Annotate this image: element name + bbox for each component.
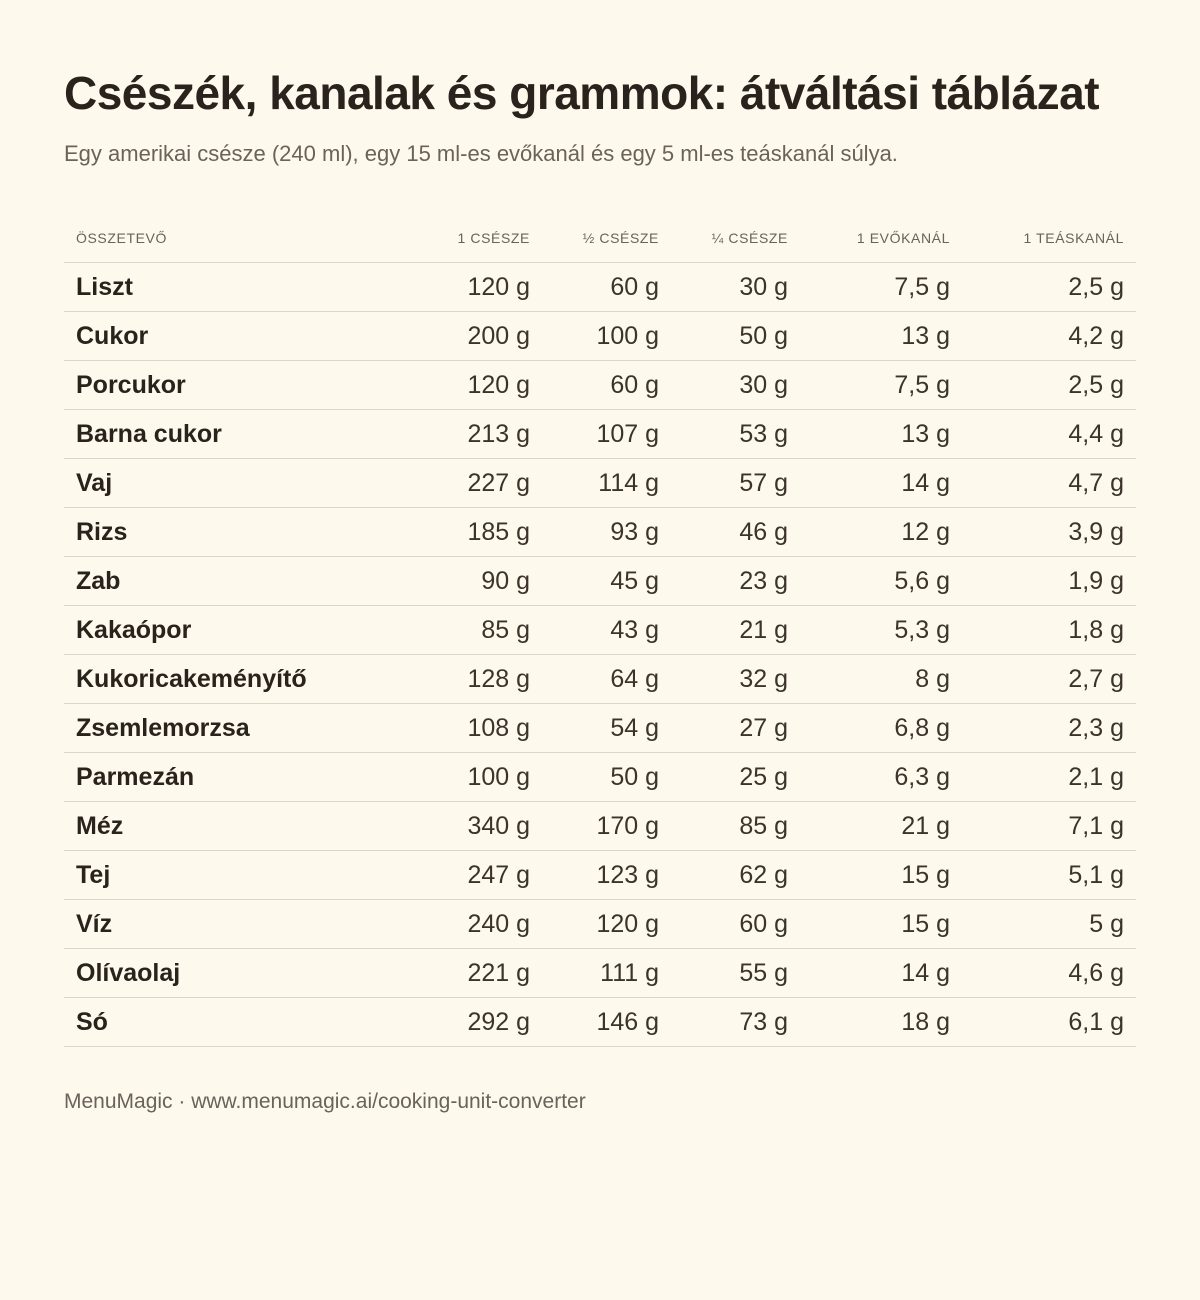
cell-half-cup: 93 g xyxy=(542,508,671,557)
cell-tablespoon: 13 g xyxy=(800,410,962,459)
cell-tablespoon: 5,6 g xyxy=(800,557,962,606)
cell-half-cup: 114 g xyxy=(542,459,671,508)
cell-cup: 340 g xyxy=(428,802,542,851)
table-row xyxy=(64,508,1136,557)
cell-half-cup: 60 g xyxy=(542,361,671,410)
cell-half-cup: 64 g xyxy=(542,655,671,704)
cell-tablespoon: 5,3 g xyxy=(800,606,962,655)
cell-ingredient: Tej xyxy=(64,851,428,900)
cell-half-cup: 43 g xyxy=(542,606,671,655)
cell-ingredient: Rizs xyxy=(64,508,428,557)
cell-half-cup: 45 g xyxy=(542,557,671,606)
cell-teaspoon: 4,6 g xyxy=(962,949,1136,998)
column-header-ingredient: ÖSSZETEVŐ xyxy=(64,213,428,263)
cell-ingredient: Kakaópor xyxy=(64,606,428,655)
cell-ingredient: Porcukor xyxy=(64,361,428,410)
cell-ingredient: Só xyxy=(64,998,428,1047)
cell-tablespoon: 14 g xyxy=(800,949,962,998)
cell-cup: 185 g xyxy=(428,508,542,557)
cell-quarter-cup: 32 g xyxy=(671,655,800,704)
cell-half-cup: 100 g xyxy=(542,312,671,361)
cell-ingredient: Olívaolaj xyxy=(64,949,428,998)
cell-quarter-cup: 57 g xyxy=(671,459,800,508)
cell-quarter-cup: 46 g xyxy=(671,508,800,557)
column-header-1-cup: 1 CSÉSZE xyxy=(428,213,542,263)
cell-half-cup: 146 g xyxy=(542,998,671,1047)
cell-cup: 120 g xyxy=(428,263,542,312)
table-row xyxy=(64,851,1136,900)
cell-teaspoon: 2,1 g xyxy=(962,753,1136,802)
cell-ingredient: Vaj xyxy=(64,459,428,508)
cell-ingredient: Liszt xyxy=(64,263,428,312)
cell-teaspoon: 1,9 g xyxy=(962,557,1136,606)
cell-teaspoon: 2,5 g xyxy=(962,263,1136,312)
cell-teaspoon: 5 g xyxy=(962,900,1136,949)
cell-half-cup: 120 g xyxy=(542,900,671,949)
table-row xyxy=(64,312,1136,361)
cell-cup: 240 g xyxy=(428,900,542,949)
cell-teaspoon: 6,1 g xyxy=(962,998,1136,1047)
cell-half-cup: 60 g xyxy=(542,263,671,312)
cell-cup: 247 g xyxy=(428,851,542,900)
cell-teaspoon: 2,7 g xyxy=(962,655,1136,704)
cell-tablespoon: 15 g xyxy=(800,900,962,949)
cell-teaspoon: 2,3 g xyxy=(962,704,1136,753)
cell-half-cup: 54 g xyxy=(542,704,671,753)
table-row xyxy=(64,459,1136,508)
cell-tablespoon: 8 g xyxy=(800,655,962,704)
cell-quarter-cup: 27 g xyxy=(671,704,800,753)
cell-cup: 120 g xyxy=(428,361,542,410)
cell-teaspoon: 7,1 g xyxy=(962,802,1136,851)
column-header-quarter-cup: ¼ CSÉSZE xyxy=(671,213,800,263)
cell-ingredient: Méz xyxy=(64,802,428,851)
cell-cup: 227 g xyxy=(428,459,542,508)
table-row xyxy=(64,802,1136,851)
cell-teaspoon: 4,4 g xyxy=(962,410,1136,459)
cell-tablespoon: 18 g xyxy=(800,998,962,1047)
cell-cup: 221 g xyxy=(428,949,542,998)
cell-tablespoon: 21 g xyxy=(800,802,962,851)
cell-ingredient: Víz xyxy=(64,900,428,949)
cell-quarter-cup: 23 g xyxy=(671,557,800,606)
cell-ingredient: Zab xyxy=(64,557,428,606)
cell-teaspoon: 4,2 g xyxy=(962,312,1136,361)
cell-ingredient: Cukor xyxy=(64,312,428,361)
page-subtitle: Egy amerikai csésze (240 ml), egy 15 ml-es evőkanál és egy 5 ml-es teáskanál súlya. xyxy=(64,141,898,166)
cell-cup: 108 g xyxy=(428,704,542,753)
cell-tablespoon: 6,3 g xyxy=(800,753,962,802)
cell-cup: 100 g xyxy=(428,753,542,802)
cell-quarter-cup: 30 g xyxy=(671,263,800,312)
cell-half-cup: 111 g xyxy=(542,949,671,998)
table-row xyxy=(64,606,1136,655)
table-row xyxy=(64,900,1136,949)
cell-quarter-cup: 60 g xyxy=(671,900,800,949)
header-row xyxy=(64,213,1136,263)
cell-quarter-cup: 55 g xyxy=(671,949,800,998)
cell-quarter-cup: 21 g xyxy=(671,606,800,655)
table-row xyxy=(64,704,1136,753)
conversion-table xyxy=(64,213,1136,1047)
table-row xyxy=(64,410,1136,459)
table-body xyxy=(64,263,1136,1047)
cell-half-cup: 170 g xyxy=(542,802,671,851)
table-header xyxy=(64,213,1136,263)
column-header-teaspoon: 1 TEÁSKANÁL xyxy=(962,213,1136,263)
cell-teaspoon: 1,8 g xyxy=(962,606,1136,655)
cell-half-cup: 123 g xyxy=(542,851,671,900)
cell-tablespoon: 6,8 g xyxy=(800,704,962,753)
cell-tablespoon: 14 g xyxy=(800,459,962,508)
cell-quarter-cup: 25 g xyxy=(671,753,800,802)
page xyxy=(64,64,1136,1117)
table-row xyxy=(64,949,1136,998)
cell-ingredient: Barna cukor xyxy=(64,410,428,459)
table-row xyxy=(64,557,1136,606)
cell-teaspoon: 4,7 g xyxy=(962,459,1136,508)
column-header-half-cup: ½ CSÉSZE xyxy=(542,213,671,263)
cell-tablespoon: 12 g xyxy=(800,508,962,557)
cell-teaspoon: 2,5 g xyxy=(962,361,1136,410)
column-header-tablespoon: 1 EVŐKANÁL xyxy=(800,213,962,263)
cell-quarter-cup: 62 g xyxy=(671,851,800,900)
cell-ingredient: Kukoricakeményítő xyxy=(64,655,428,704)
cell-cup: 128 g xyxy=(428,655,542,704)
footer-source: MenuMagic · www.menumagic.ai/cooking-unit-converter xyxy=(64,1090,586,1113)
cell-ingredient: Zsemlemorzsa xyxy=(64,704,428,753)
table-row xyxy=(64,263,1136,312)
page-title: Csészék, kanalak és grammok: átváltási táblázat xyxy=(64,67,1100,119)
cell-half-cup: 50 g xyxy=(542,753,671,802)
cell-tablespoon: 13 g xyxy=(800,312,962,361)
cell-quarter-cup: 85 g xyxy=(671,802,800,851)
cell-quarter-cup: 50 g xyxy=(671,312,800,361)
cell-teaspoon: 5,1 g xyxy=(962,851,1136,900)
cell-half-cup: 107 g xyxy=(542,410,671,459)
cell-tablespoon: 15 g xyxy=(800,851,962,900)
cell-cup: 90 g xyxy=(428,557,542,606)
cell-tablespoon: 7,5 g xyxy=(800,263,962,312)
cell-tablespoon: 7,5 g xyxy=(800,361,962,410)
cell-cup: 292 g xyxy=(428,998,542,1047)
table-row xyxy=(64,753,1136,802)
table-row xyxy=(64,655,1136,704)
table-row xyxy=(64,998,1136,1047)
cell-quarter-cup: 53 g xyxy=(671,410,800,459)
cell-quarter-cup: 73 g xyxy=(671,998,800,1047)
cell-cup: 85 g xyxy=(428,606,542,655)
cell-cup: 213 g xyxy=(428,410,542,459)
cell-quarter-cup: 30 g xyxy=(671,361,800,410)
cell-cup: 200 g xyxy=(428,312,542,361)
cell-teaspoon: 3,9 g xyxy=(962,508,1136,557)
table-row xyxy=(64,361,1136,410)
cell-ingredient: Parmezán xyxy=(64,753,428,802)
